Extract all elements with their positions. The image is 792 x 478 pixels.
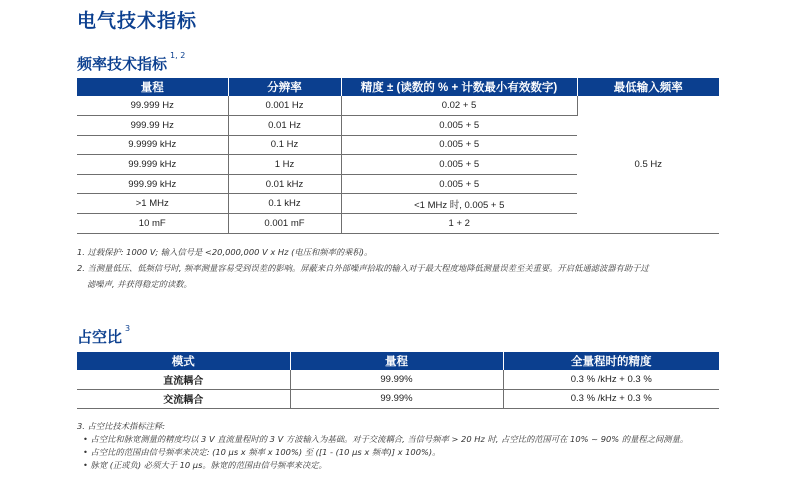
cell-mode: 直流耦合	[77, 370, 290, 389]
table-header-row	[77, 78, 719, 96]
header-min-input-freq: 最低输入频率	[577, 78, 719, 96]
cell-accuracy: 1 + 2	[341, 214, 577, 234]
cell-accuracy: 0.02 + 5	[341, 96, 577, 116]
cell-resolution: 0.1 Hz	[228, 135, 341, 155]
cell-accuracy: 0.005 + 5	[341, 116, 577, 136]
cell-resolution: 0.001 mF	[228, 214, 341, 234]
cell-mode: 交流耦合	[77, 389, 290, 408]
cell-range: >1 MHz	[77, 194, 228, 214]
header-range: 量程	[77, 78, 228, 96]
footnote-2-continued: 滤噪声, 并获得稳定的读数。	[87, 279, 192, 289]
cell-resolution: 1 Hz	[228, 155, 341, 175]
cell-range: 99.999 kHz	[77, 155, 228, 175]
cell-accuracy: 0.3 % /kHz + 0.3 %	[503, 370, 719, 389]
footnote-3-bullet: • 占空比的范围由信号频率来决定: (10 μs x 频率 x 100%) 至 ([1 - (10 μs x 频率)] x 100%)。	[77, 446, 757, 459]
footnote-1: 1. 过载保护: 1000 V; 输入信号是 <20,000,000 V x Hz (电压和频率的乘积)。	[77, 247, 373, 257]
table-row	[77, 389, 719, 408]
cell-accuracy: <1 MHz 时, 0.005 + 5	[341, 194, 577, 214]
cell-accuracy: 0.3 % /kHz + 0.3 %	[503, 389, 719, 408]
cell-range: 99.999 Hz	[77, 96, 228, 116]
footnote-3-bullet: • 占空比和脉宽测量的精度均以 3 V 直流量程时的 3 V 方波输入为基础。对于交流耦合, 当信号频率 > 20 Hz 时, 占空比的范围可在 10% ~ 90% 的量程之间测量。	[77, 433, 757, 446]
footnote-2: 2. 当测量低压、低频信号时, 频率测量容易受到误差的影响。屏蔽来自外部噪声拾取的输入对于最大程度地降低测量误差至关重要。开启低通滤波器有助于过	[77, 263, 649, 273]
table-row	[77, 370, 719, 389]
duty-cycle-footnotes	[77, 420, 757, 472]
cell-accuracy: 0.005 + 5	[341, 135, 577, 155]
cell-min-input-freq: 0.5 Hz	[577, 96, 719, 233]
cell-resolution: 0.1 kHz	[228, 194, 341, 214]
header-range: 量程	[290, 352, 503, 370]
header-resolution: 分辨率	[228, 78, 341, 96]
frequency-footnotes	[77, 246, 727, 291]
frequency-title-footnote: 1, 2	[170, 51, 186, 60]
duty-cycle-spec-table	[77, 352, 719, 409]
cell-resolution: 0.01 kHz	[228, 174, 341, 194]
header-accuracy: 精度 ± (读数的 % + 计数最小有效数字)	[341, 78, 577, 96]
duty-cycle-title-text: 占空比	[77, 328, 123, 346]
footnote-3-heading: 3. 占空比技术指标注释:	[77, 421, 166, 431]
frequency-title-text: 频率技术指标	[77, 55, 168, 73]
cell-range: 10 mF	[77, 214, 228, 234]
duty-cycle-title-footnote: 3	[125, 324, 131, 333]
footnote-3-bullet: • 脉宽 (正或负) 必须大于 10 μs。脉宽的范围由信号频率来决定。	[77, 459, 757, 472]
cell-resolution: 0.01 Hz	[228, 116, 341, 136]
table-row	[77, 96, 719, 116]
frequency-section-title	[77, 53, 185, 74]
cell-range: 999.99 Hz	[77, 116, 228, 136]
header-mode: 模式	[77, 352, 290, 370]
header-full-scale-accuracy: 全量程时的精度	[503, 352, 719, 370]
cell-resolution: 0.001 Hz	[228, 96, 341, 116]
cell-accuracy: 0.005 + 5	[341, 155, 577, 175]
cell-accuracy: 0.005 + 5	[341, 174, 577, 194]
cell-range: 999.99 kHz	[77, 174, 228, 194]
frequency-spec-table	[77, 78, 719, 234]
cell-range: 9.9999 kHz	[77, 135, 228, 155]
cell-range: 99.99%	[290, 370, 503, 389]
page-title: 电气技术指标	[77, 10, 198, 32]
cell-range: 99.99%	[290, 389, 503, 408]
duty-cycle-section-title	[77, 326, 130, 347]
table-header-row	[77, 352, 719, 370]
